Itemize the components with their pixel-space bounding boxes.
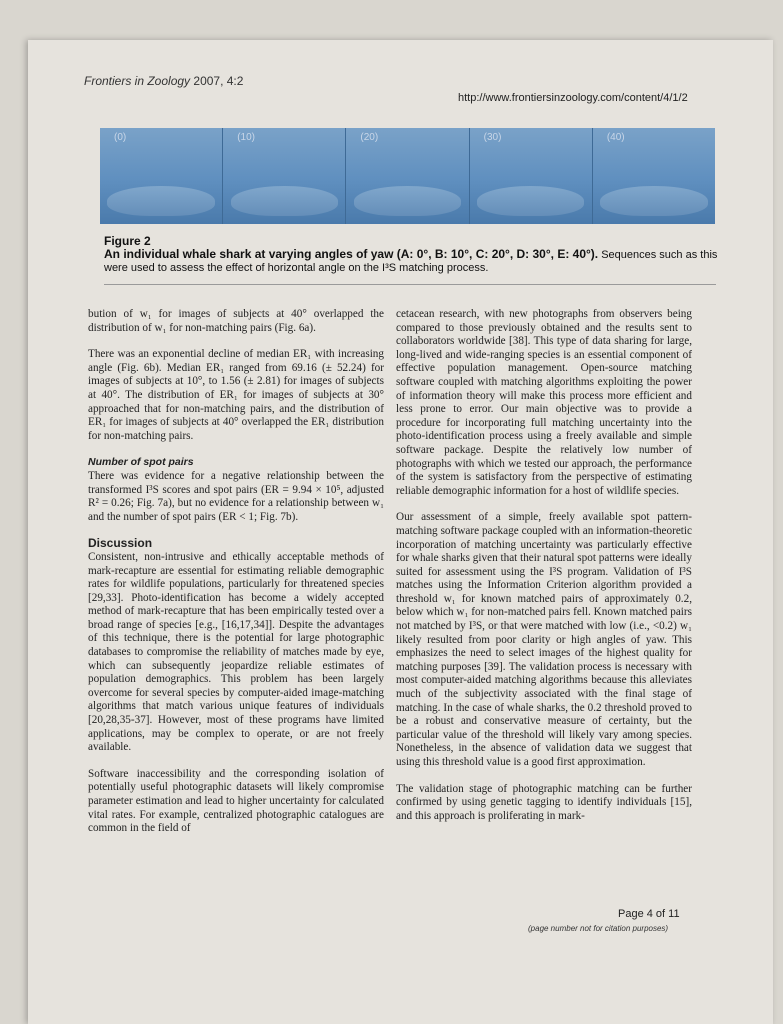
journal-header	[84, 74, 243, 88]
figure-panel	[346, 128, 469, 224]
journal-name: Frontiers in Zoology	[84, 74, 191, 88]
whale-shark-image	[600, 186, 708, 216]
paragraph: The validation stage of photographic matching can be further confirmed by using genetic tagging to identify individuals [15], and this approach is proliferating in mark-	[396, 782, 692, 822]
figure-panel	[593, 128, 715, 224]
divider	[104, 284, 716, 285]
figure-panel	[223, 128, 346, 224]
whale-shark-image	[107, 186, 215, 216]
subsection-heading: Number of spot pairs	[88, 456, 194, 469]
left-column	[88, 308, 384, 849]
right-column	[396, 308, 692, 836]
paragraph: Our assessment of a simple, freely available spot pattern-matching software package coupled with an information-theoretic incorporation of matching uncertainty was particularly effective for whale sharks given that their natural spot patterns were ideally suited for assessment using the I³S program. Validation of I³S matches using the Information Criterion algorithm provided a threshold w₁ for known matched pairs of approximately 0.2, below which w₁ for non-matched pairs fell. Known matched pairs not matched by I³S, or that were matched with low (i.e., <0.2) w₁ likely resulted from poor clarity or high angles of yaw. This emphasizes the need to select images of the highest quality for matching purposes [39]. The validation process is necessary with most computer-aided matching algorithms because this alleviates much of the subjectivity associated with the final stage of matching. In the case of whale sharks, the 0.2 threshold proved to be a robust and conservative measure of certainty, but the particular value of the threshold will likely vary among species. Nonetheless, in the absence of validation data we suggest that using this threshold value is a good first approximation.	[396, 511, 692, 768]
panel-label: (40)	[606, 132, 625, 143]
panel-label: (10)	[237, 132, 255, 143]
panel-label: (20)	[360, 132, 379, 143]
figure-caption	[104, 248, 724, 274]
paragraph: Software inaccessibility and the corresponding isolation of potentially useful photographic datasets will likely compromise parameter estimation and lead to higher uncertainty for calculated vital rates. For example, centralized photographic catalogues are common in the field of	[88, 767, 384, 835]
paragraph: There was evidence for a negative relationship between the transformed I³S scores and spot pairs (ER = 9.94 × 10⁵, adjusted R² = 0.26; Fig. 7a), but no evidence for a relationship between w₁ and the number of spot pairs (ER < 1; Fig. 7b).	[88, 469, 384, 523]
paragraph: There was an exponential decline of median ER₁ with increasing angle (Fig. 6b). Median ER₁ ranged from 69.16 (± 52.24) for images of subjects at 10°, to 1.56 (± 2.81) for images of subjects at 40°. The distribution of ER₁ for images of subjects at 30° approached that for non-matching pairs, and the distribution of ER₁ for images of subjects at 40° overlapped the ER₁ distribution for non-matching pairs.	[88, 348, 384, 442]
section-heading: Discussion	[88, 536, 153, 551]
figure-label: Figure 2	[104, 234, 151, 248]
page-number: Page 4 of 11	[618, 908, 680, 920]
whale-shark-image	[477, 186, 585, 216]
panel-label: (0)	[114, 132, 127, 143]
page-note: (page number not for citation purposes)	[528, 924, 669, 933]
whale-shark-image	[354, 186, 462, 216]
paragraph: Consistent, non-intrusive and ethically acceptable methods of mark-recapture are essential for estimating reliable demographic rates for wildlife populations, particularly for threatened species [29,33]. Photo-identification has become a widely accepted method of mark-recapture that has been empirically tested over a broad range of species [e.g., [16,17,34]]. Despite the advantages of this technique, there is the potential for large photographic databases to compromise the reliability of matches made by eye, which can subsequently jeopardize reliable estimates of population demographics. This problem has been largely overcome for several species by computer-aided image-matching algorithms that match various unique features of individuals [20,28,35-37]. However, most of these programs have limited applications, may be complex to operate, or are not freely available.	[88, 550, 384, 754]
paragraph: bution of w₁ for images of subjects at 40° overlapped the distribution of w₁ for non-matching pairs (Fig. 6a).	[88, 308, 384, 334]
figure-panel	[100, 128, 223, 224]
figure-caption-text: Sequences such as this were used to assess the effect of horizontal angle on the I³S matching process.	[104, 249, 718, 274]
journal-volume: 2007, 4:2	[193, 74, 244, 88]
panel-label: (30)	[483, 132, 502, 143]
whale-shark-image	[231, 186, 339, 216]
paragraph: cetacean research, with new photographs from observers being compared to those previously obtained and the results sent to collaborators worldwide [38]. This type of data sharing for large, long-lived and wide-ranging species is an essential component of effective population management. Open-source matching software coupled with matching algorithms exploiting the power of information theory will make this process more efficient and less prone to error. Our main objective was to provide a procedure for incorporating full matching uncertainty into the photo-identification process using a freely available and simple software package. Despite the relatively low number of photographs with which we tested our approach, the performance of the system is satisfactory from the perspective of estimating reliable demographic information for a host of wildlife species.	[396, 308, 692, 497]
figure-caption-title: An individual whale shark at varying angles of yaw (A: 0°, B: 10°, C: 20°, D: 30°, E: 40°).	[104, 247, 599, 261]
figure-panel	[470, 128, 593, 224]
document-page	[28, 40, 773, 1024]
figure-image-strip	[100, 128, 715, 224]
article-url[interactable]: http://www.frontiersinzoology.com/content/4/1/2	[458, 92, 688, 104]
